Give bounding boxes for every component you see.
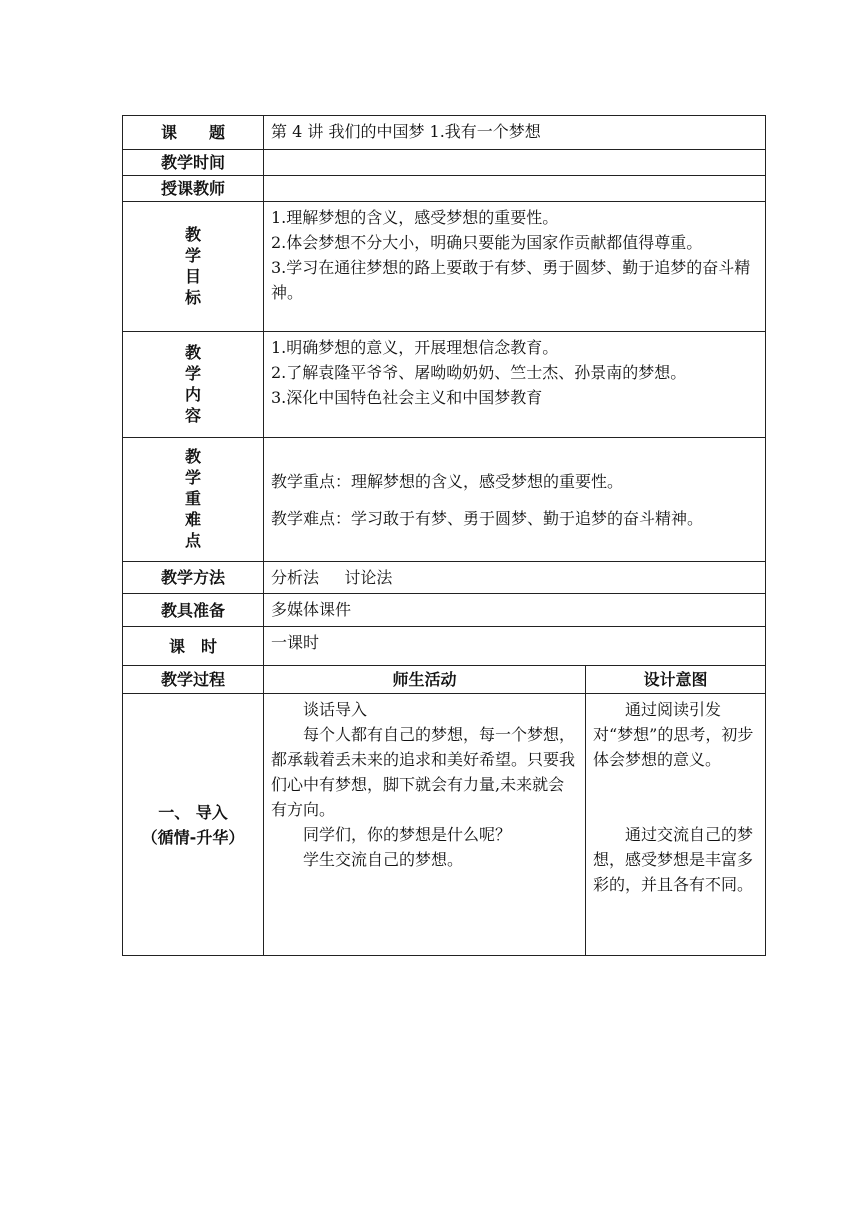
activity-cell bbox=[264, 694, 586, 956]
label-goals: 教学目标 bbox=[184, 224, 201, 307]
row-process-header bbox=[123, 666, 766, 694]
content-item: 2.了解袁隆平爷爷、屠呦呦奶奶、竺士杰、孙景南的梦想。 bbox=[271, 363, 687, 382]
value-tools: 多媒体课件 bbox=[264, 594, 766, 627]
stage-subtitle: （循情-升华） bbox=[141, 827, 245, 847]
value-method: 分析法 讨论法 bbox=[264, 562, 766, 594]
label-keypoints: 教学重难点 bbox=[184, 447, 201, 550]
keypoints-cell bbox=[264, 438, 766, 562]
value-period: 一课时 bbox=[264, 627, 766, 666]
row-goals bbox=[123, 202, 766, 332]
goal-item: 3.学习在通往梦想的路上要敢于有梦、勇于圆梦、勤于追梦的奋斗精神。 bbox=[271, 258, 751, 302]
key-point: 教学重点：理解梦想的含义，感受梦想的重要性。 bbox=[271, 471, 624, 491]
row-keypoints bbox=[123, 438, 766, 562]
label-method: 教学方法 bbox=[123, 562, 264, 594]
label-tools: 教具准备 bbox=[123, 594, 264, 627]
row-process-intro bbox=[123, 694, 766, 956]
goals-list bbox=[264, 202, 766, 332]
content-item: 3.深化中国特色社会主义和中国梦教育 bbox=[271, 388, 543, 407]
lesson-plan-table bbox=[122, 115, 766, 956]
activity-line: 学生交流自己的梦想。 bbox=[303, 850, 464, 869]
row-time bbox=[123, 150, 766, 176]
header-activity: 师生活动 bbox=[264, 666, 586, 694]
header-intent: 设计意图 bbox=[586, 666, 766, 694]
content-item: 1.明确梦想的意义，开展理想信念教育。 bbox=[271, 338, 559, 357]
goal-item: 1.理解梦想的含义，感受梦想的重要性。 bbox=[271, 208, 559, 227]
intent-cell bbox=[586, 694, 766, 956]
row-topic bbox=[123, 116, 766, 150]
label-teacher: 授课教师 bbox=[123, 176, 264, 202]
content-list bbox=[264, 332, 766, 438]
activity-line: 谈话导入 bbox=[303, 700, 368, 719]
row-period bbox=[123, 627, 766, 666]
row-tools bbox=[123, 594, 766, 627]
goal-item: 2.体会梦想不分大小，明确只要能为国家作贡献都值得尊重。 bbox=[271, 233, 703, 252]
row-content bbox=[123, 332, 766, 438]
stage-cell bbox=[123, 694, 264, 956]
label-content: 教学内容 bbox=[184, 342, 201, 425]
activity-line: 同学们，你的梦想是什么呢？ bbox=[303, 825, 512, 844]
difficult-point: 教学难点：学习敢于有梦、勇于圆梦、勤于追梦的奋斗精神。 bbox=[271, 508, 704, 528]
header-process: 教学过程 bbox=[123, 666, 264, 694]
value-time bbox=[264, 150, 766, 176]
activity-line: 每个人都有自己的梦想，每一个梦想，都承载着丢未来的追求和美好希望。只要我们心中有梦想，脚下就会有力量,未来就会有方向。 bbox=[271, 725, 576, 819]
row-teacher bbox=[123, 176, 766, 202]
intent-text-1: 通过阅读引发对“梦想”的思考，初步体会梦想的意义。 bbox=[593, 700, 754, 769]
value-topic: 第 4 讲 我们的中国梦 1.我有一个梦想 bbox=[264, 116, 766, 150]
label-period: 课 时 bbox=[123, 627, 264, 666]
stage-title: 一、 导入 bbox=[158, 802, 228, 822]
row-method bbox=[123, 562, 766, 594]
label-time: 教学时间 bbox=[123, 150, 264, 176]
value-teacher bbox=[264, 176, 766, 202]
label-topic: 课 题 bbox=[123, 116, 264, 150]
intent-text-2: 通过交流自己的梦想，感受梦想是丰富多彩的，并且各有不同。 bbox=[593, 825, 754, 894]
